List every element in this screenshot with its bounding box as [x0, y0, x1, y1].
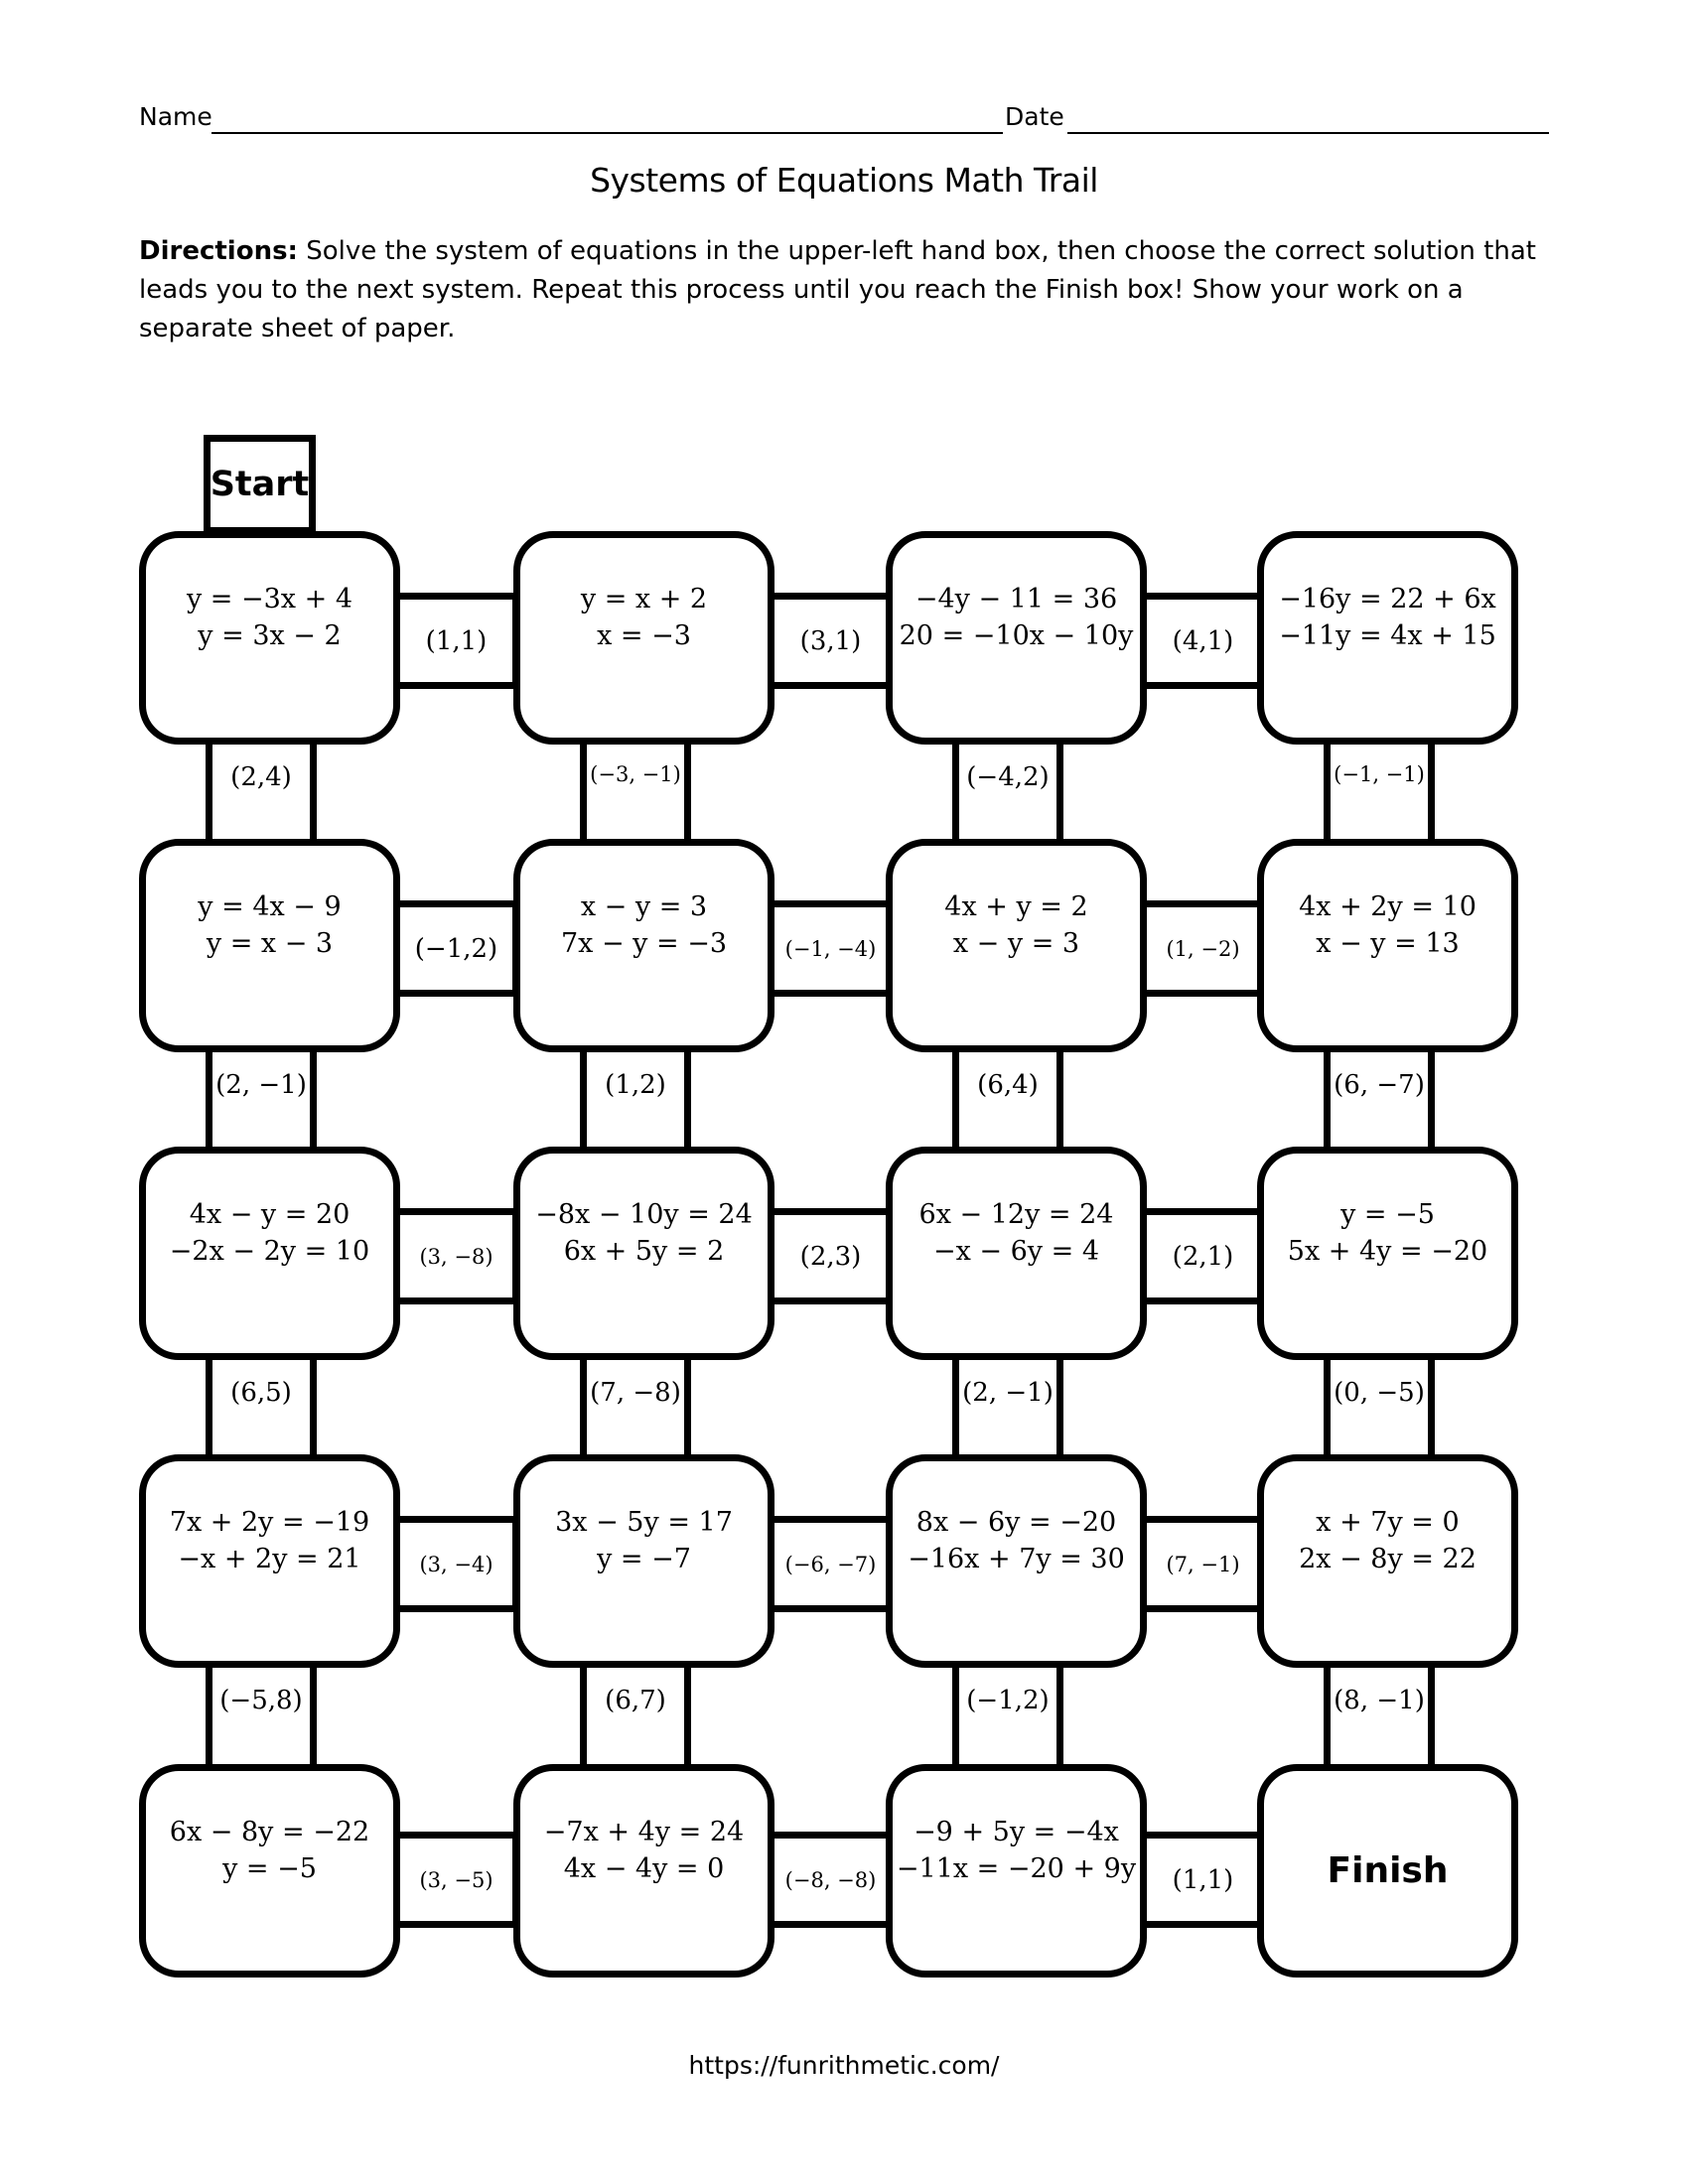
- equation-system: [908, 1504, 1125, 1577]
- answer-choice-vertical[interactable]: [206, 1045, 317, 1154]
- footer-url[interactable]: https://funrithmetic.com/: [688, 2051, 1000, 2080]
- equation-1: x + 7y = 0: [1316, 1506, 1460, 1538]
- answer-choice-horizontal[interactable]: [393, 1832, 519, 1928]
- equation-box: [513, 1147, 774, 1360]
- equation-1: 6x − 12y = 24: [918, 1198, 1114, 1230]
- answer-choice-horizontal[interactable]: [393, 900, 519, 997]
- answer-label: (4,1): [1172, 625, 1234, 656]
- answer-choice-horizontal[interactable]: [768, 1208, 894, 1304]
- answer-label: (3,1): [799, 625, 862, 656]
- equation-system: [1288, 1196, 1487, 1270]
- answer-choice-vertical[interactable]: [952, 1353, 1063, 1461]
- answer-choice-vertical[interactable]: [206, 1661, 317, 1771]
- answer-choice-horizontal[interactable]: [1140, 1208, 1266, 1304]
- equation-1: y = −3x + 4: [186, 583, 353, 614]
- equation-system: [581, 581, 707, 654]
- equation-box: [139, 531, 400, 745]
- equation-1: 4x − y = 20: [189, 1198, 351, 1230]
- answer-label: (−3, −1): [590, 762, 681, 786]
- answer-label: (8, −1): [1334, 1686, 1425, 1715]
- equation-2: −16x + 7y = 30: [908, 1543, 1125, 1574]
- answer-label: (3, −5): [419, 1867, 493, 1892]
- equation-2: −11y = 4x + 15: [1279, 619, 1496, 651]
- equation-1: 4x + y = 2: [944, 890, 1088, 922]
- equation-box: [139, 1454, 400, 1668]
- name-date-line: [139, 102, 1549, 136]
- answer-label: (3, −8): [419, 1244, 493, 1269]
- equation-1: 6x − 8y = −22: [169, 1816, 370, 1847]
- start-label: Start: [210, 465, 310, 504]
- equation-2: x = −3: [597, 619, 691, 651]
- equation-1: y = x + 2: [580, 583, 708, 614]
- answer-label: (0, −5): [1334, 1378, 1425, 1408]
- start-box: [204, 435, 316, 534]
- answer-label: (−8, −8): [784, 1867, 877, 1892]
- date-label: Date: [1005, 102, 1064, 131]
- equation-2: x − y = 13: [1316, 927, 1460, 959]
- answer-label: (2,3): [799, 1241, 862, 1272]
- equation-system: [1299, 1504, 1477, 1577]
- answer-choice-vertical[interactable]: [580, 1661, 691, 1771]
- answer-label: (1,1): [425, 625, 488, 656]
- answer-label: (2,4): [230, 762, 292, 792]
- equation-2: −11x = −20 + 9y: [896, 1852, 1137, 1884]
- date-field[interactable]: [1067, 132, 1549, 134]
- equation-system: [561, 888, 727, 962]
- equation-box: [513, 839, 774, 1052]
- equation-box: [1257, 1454, 1518, 1668]
- equation-box: [886, 1454, 1147, 1668]
- equation-system: [198, 888, 341, 962]
- equation-1: −9 + 5y = −4x: [914, 1816, 1119, 1847]
- finish-box: [1257, 1764, 1518, 1978]
- answer-choice-horizontal[interactable]: [768, 1832, 894, 1928]
- equation-system: [544, 1814, 744, 1887]
- equation-box: [139, 1764, 400, 1978]
- answer-choice-vertical[interactable]: [1324, 1661, 1435, 1771]
- answer-choice-horizontal[interactable]: [768, 1516, 894, 1612]
- answer-label: (−4,2): [966, 762, 1050, 792]
- answer-choice-vertical[interactable]: [1324, 738, 1435, 846]
- equation-box: [1257, 1147, 1518, 1360]
- finish-label: Finish: [1327, 1850, 1449, 1891]
- equation-box: [886, 1764, 1147, 1978]
- equation-box: [139, 839, 400, 1052]
- answer-label: (1,1): [1172, 1864, 1234, 1895]
- equation-2: −2x − 2y = 10: [169, 1235, 370, 1267]
- equation-system: [170, 1196, 369, 1270]
- answer-choice-horizontal[interactable]: [1140, 593, 1266, 689]
- equation-2: 5x + 4y = −20: [1287, 1235, 1488, 1267]
- equation-box: [139, 1147, 400, 1360]
- answer-label: (3, −4): [419, 1552, 493, 1576]
- equation-system: [170, 1504, 369, 1577]
- answer-label: (−1,2): [414, 933, 498, 964]
- answer-choice-horizontal[interactable]: [1140, 900, 1266, 997]
- answer-label: (2, −1): [215, 1070, 307, 1100]
- answer-label: (−1, −1): [1334, 762, 1425, 786]
- answer-label: (−1,2): [966, 1686, 1050, 1715]
- answer-label: (1, −2): [1166, 936, 1240, 961]
- answer-choice-vertical[interactable]: [206, 738, 317, 846]
- equation-1: 7x + 2y = −19: [169, 1506, 370, 1538]
- answer-choice-horizontal[interactable]: [1140, 1516, 1266, 1612]
- equation-system: [1299, 888, 1477, 962]
- answer-label: (2,1): [1172, 1241, 1234, 1272]
- answer-choice-horizontal[interactable]: [393, 1208, 519, 1304]
- answer-choice-vertical[interactable]: [952, 738, 1063, 846]
- equation-system: [944, 888, 1087, 962]
- answer-choice-vertical[interactable]: [580, 1045, 691, 1154]
- answer-choice-vertical[interactable]: [1324, 1353, 1435, 1461]
- equation-2: x − y = 3: [952, 927, 1080, 959]
- equation-1: −8x − 10y = 24: [535, 1198, 753, 1230]
- answer-label: (7, −1): [1166, 1552, 1240, 1576]
- answer-choice-vertical[interactable]: [952, 1661, 1063, 1771]
- equation-2: y = −5: [222, 1852, 317, 1884]
- equation-1: −16y = 22 + 6x: [1279, 583, 1496, 614]
- equation-2: y = −7: [597, 1543, 691, 1574]
- equation-box: [513, 1454, 774, 1668]
- equation-2: 7x − y = −3: [560, 927, 728, 959]
- answer-label: (−1, −4): [784, 936, 877, 961]
- answer-label: (6,4): [977, 1070, 1039, 1100]
- answer-choice-horizontal[interactable]: [1140, 1832, 1266, 1928]
- equation-box: [886, 531, 1147, 745]
- equation-system: [535, 1196, 753, 1270]
- answer-choice-vertical[interactable]: [206, 1353, 317, 1461]
- answer-label: (1,2): [605, 1070, 666, 1100]
- answer-label: (6, −7): [1334, 1070, 1425, 1100]
- answer-label: (6,5): [230, 1378, 292, 1408]
- equation-1: y = 4x − 9: [198, 890, 342, 922]
- equation-box: [886, 1147, 1147, 1360]
- equation-2: y = x − 3: [206, 927, 334, 959]
- equation-1: 3x − 5y = 17: [555, 1506, 733, 1538]
- equation-2: 6x + 5y = 2: [563, 1235, 725, 1267]
- equation-system: [897, 1814, 1136, 1887]
- directions: [139, 232, 1559, 348]
- equation-1: x − y = 3: [580, 890, 708, 922]
- equation-box: [1257, 531, 1518, 745]
- answer-choice-horizontal[interactable]: [768, 900, 894, 997]
- equation-box: [886, 839, 1147, 1052]
- equation-2: −x − 6y = 4: [932, 1235, 1100, 1267]
- equation-system: [1279, 581, 1496, 654]
- equation-1: −4y − 11 = 36: [914, 583, 1118, 614]
- equation-2: 20 = −10x − 10y: [899, 619, 1134, 651]
- equation-2: −x + 2y = 21: [178, 1543, 361, 1574]
- equation-box: [513, 531, 774, 745]
- answer-choice-horizontal[interactable]: [768, 593, 894, 689]
- answer-choice-vertical[interactable]: [580, 738, 691, 846]
- answer-choice-vertical[interactable]: [1324, 1045, 1435, 1154]
- equation-1: −7x + 4y = 24: [543, 1816, 745, 1847]
- answer-label: (7, −8): [590, 1378, 681, 1408]
- equation-1: y = −5: [1340, 1198, 1435, 1230]
- directions-text: Solve the system of equations in the upper-left hand box, then choose the correct solution that leads you to the next system. Repeat this process until you reach the Finish box! Show your work on a separate sheet of paper.: [139, 236, 1536, 343]
- equation-2: 4x − 4y = 0: [563, 1852, 725, 1884]
- directions-label: Directions:: [139, 236, 298, 266]
- equation-system: [555, 1504, 733, 1577]
- equation-2: y = 3x − 2: [198, 619, 342, 651]
- equation-system: [170, 1814, 369, 1887]
- name-field[interactable]: [211, 132, 1003, 134]
- equation-system: [900, 581, 1134, 654]
- name-label: Name: [139, 102, 212, 131]
- equation-1: 4x + 2y = 10: [1299, 890, 1477, 922]
- equation-1: 8x − 6y = −20: [915, 1506, 1117, 1538]
- equation-box: [513, 1764, 774, 1978]
- equation-box: [1257, 839, 1518, 1052]
- answer-label: (−6, −7): [784, 1552, 877, 1576]
- answer-label: (2, −1): [962, 1378, 1054, 1408]
- answer-choice-horizontal[interactable]: [393, 1516, 519, 1612]
- answer-choice-horizontal[interactable]: [393, 593, 519, 689]
- equation-system: [187, 581, 352, 654]
- equation-2: 2x − 8y = 22: [1299, 1543, 1477, 1574]
- equation-system: [919, 1196, 1114, 1270]
- answer-choice-vertical[interactable]: [952, 1045, 1063, 1154]
- page-title: Systems of Equations Math Trail: [590, 161, 1098, 200]
- answer-choice-vertical[interactable]: [580, 1353, 691, 1461]
- answer-label: (6,7): [605, 1686, 666, 1715]
- answer-label: (−5,8): [219, 1686, 303, 1715]
